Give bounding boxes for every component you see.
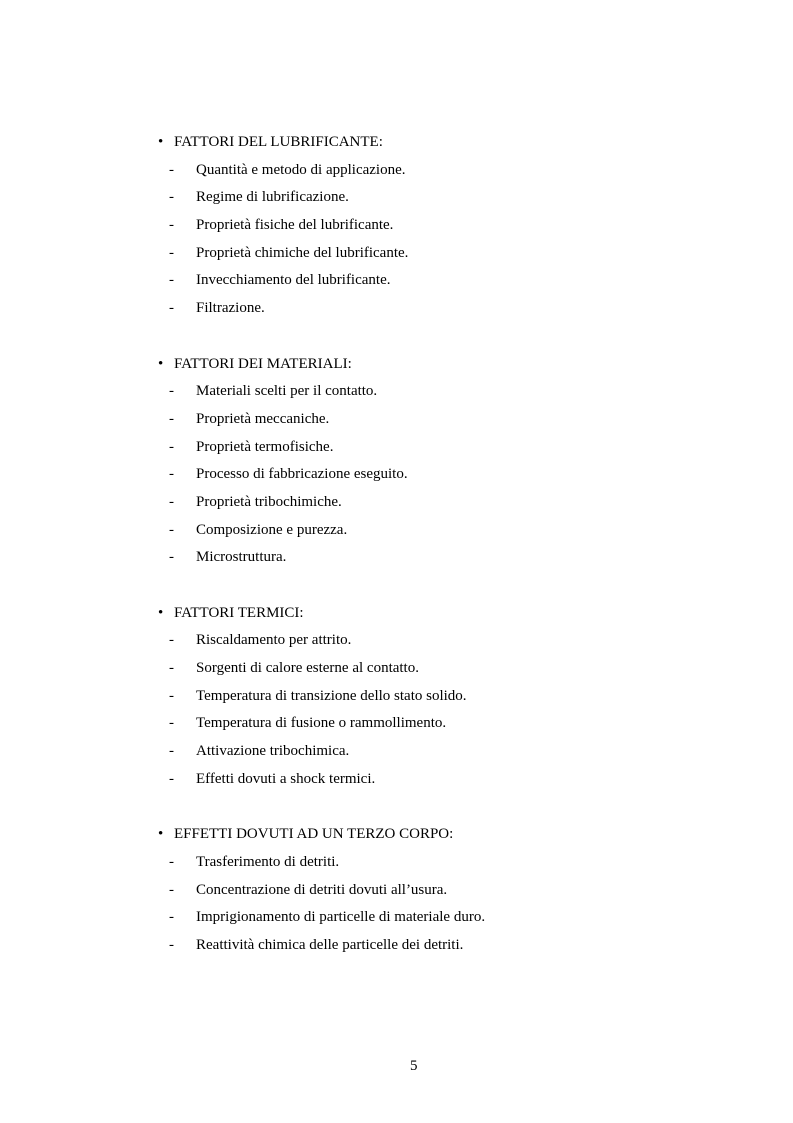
list-item: - Trasferimento di detriti. (0, 849, 793, 877)
section-heading: • FATTORI DEI MATERIALI: (0, 351, 793, 379)
section-heading: • EFFETTI DOVUTI AD UN TERZO CORPO: (0, 821, 793, 849)
list-item: - Effetti dovuti a shock termici. (0, 766, 793, 794)
page-number: 5 (410, 1058, 418, 1074)
list-item: - Temperatura di transizione dello stato solido. (0, 683, 793, 711)
list-item: - Reattività chimica delle particelle dei detriti. (0, 932, 793, 960)
section-thermal-factors (0, 600, 793, 794)
list-item: - Proprietà chimiche del lubrificante. (0, 240, 793, 268)
list-item: - Proprietà tribochimiche. (0, 489, 793, 517)
list-item: - Filtrazione. (0, 295, 793, 323)
list-item: - Microstruttura. (0, 544, 793, 572)
page-content (0, 129, 793, 987)
list-item: - Riscaldamento per attrito. (0, 627, 793, 655)
section-heading: • FATTORI DEL LUBRIFICANTE: (0, 129, 793, 157)
list-item: - Processo di fabbricazione eseguito. (0, 461, 793, 489)
section-third-body-effects (0, 821, 793, 959)
section-heading: • FATTORI TERMICI: (0, 600, 793, 628)
list-item: - Proprietà termofisiche. (0, 434, 793, 462)
list-item: - Imprigionamento di particelle di materiale duro. (0, 904, 793, 932)
section-material-factors (0, 351, 793, 573)
section-lubricant-factors (0, 129, 793, 323)
list-item: - Sorgenti di calore esterne al contatto. (0, 655, 793, 683)
list-item: - Invecchiamento del lubrificante. (0, 267, 793, 295)
list-item: - Concentrazione di detriti dovuti all’usura. (0, 877, 793, 905)
list-item: - Proprietà meccaniche. (0, 406, 793, 434)
list-item: - Quantità e metodo di applicazione. (0, 157, 793, 185)
list-item: - Composizione e purezza. (0, 517, 793, 545)
list-item: - Regime di lubrificazione. (0, 184, 793, 212)
list-item: - Attivazione tribochimica. (0, 738, 793, 766)
list-item: - Materiali scelti per il contatto. (0, 378, 793, 406)
list-item: - Proprietà fisiche del lubrificante. (0, 212, 793, 240)
list-item: - Temperatura di fusione o rammollimento. (0, 710, 793, 738)
